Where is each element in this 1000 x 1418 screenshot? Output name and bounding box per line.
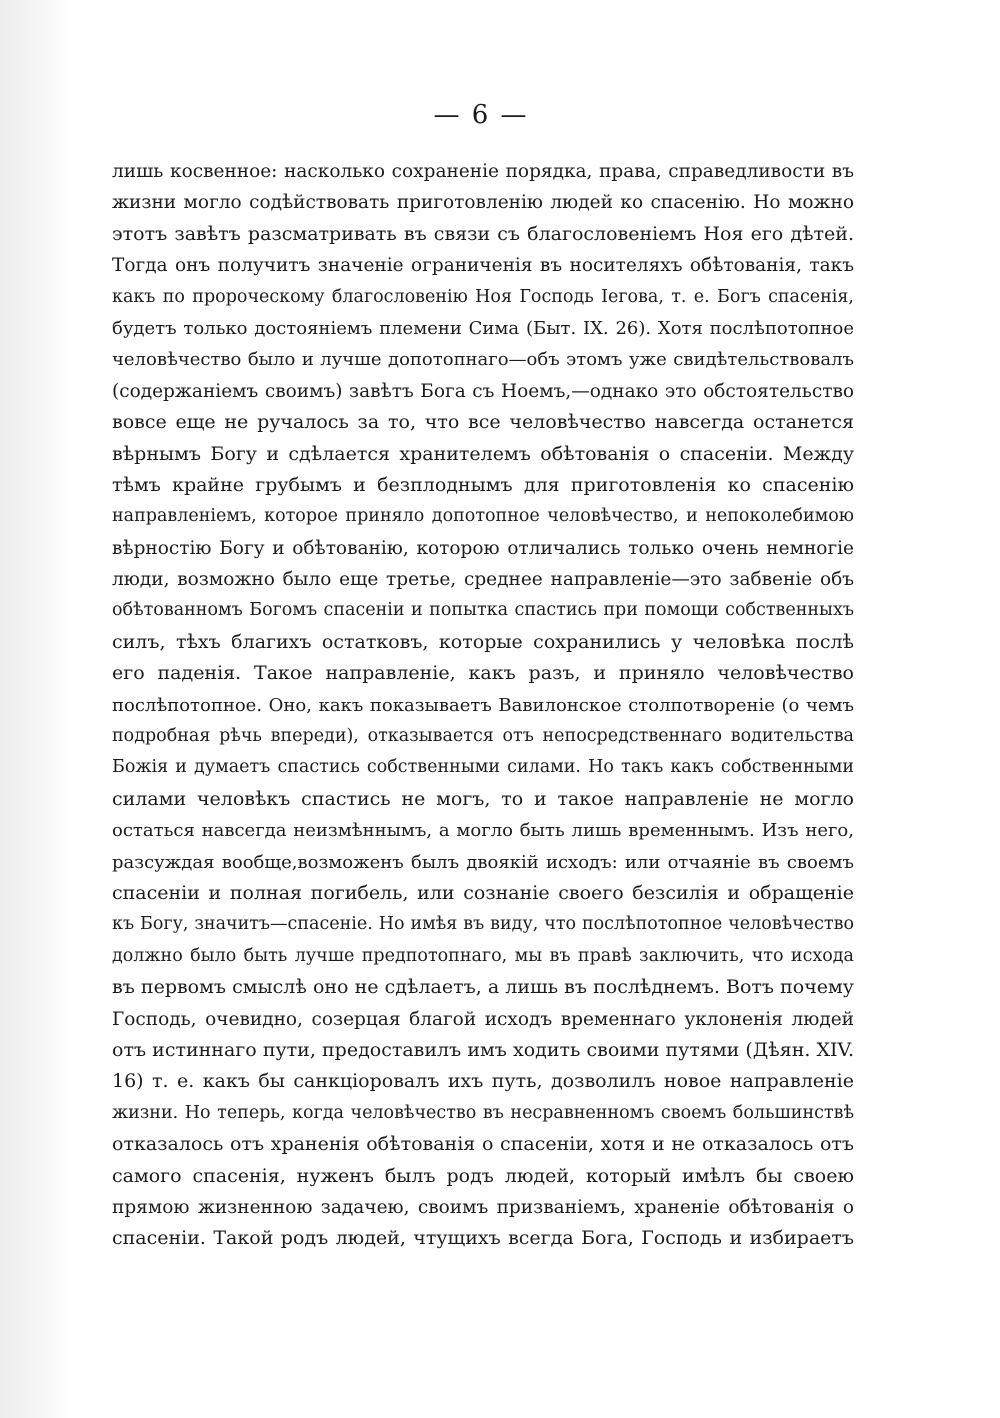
body-text — [112, 156, 854, 1255]
text-line: отказалось отъ храненія обѣтованія о спасеніи, хотя и не отказалось отъ — [112, 1133, 854, 1156]
text-line: 16) т. е. какъ бы санкціоровалъ ихъ путь, дозволилъ новое направленіе — [112, 1070, 854, 1093]
text-line: обѣтованномъ Богомъ спасеніи и попытка спастись при помощи собственныхъ — [112, 600, 854, 621]
text-line: разсуждая вообще,возможенъ былъ двоякій исходъ: или отчаяніе въ своемъ — [112, 851, 854, 873]
text-line: послѣпотопное. Оно, какъ показываетъ Вавилонское столпотвореніе (о чемъ — [112, 694, 854, 716]
text-line: его паденія. Такое направленіе, какъ разъ, и приняло человѣчество — [112, 662, 854, 685]
text-line: человѣчество было и лучше допотопнаго—объ этомъ уже свидѣтельствовалъ — [112, 349, 854, 371]
text-line: (содержаніемъ своимъ) завѣтъ Бога съ Ноемъ,—однако это обстоятельство — [112, 380, 854, 402]
text-line: спасеніи. Такой родъ людей, чтущихъ всегда Бога, Господь и избираетъ — [112, 1227, 854, 1250]
text-line: направленіемъ, которое приняло допотопное человѣчество, и непоколебимою — [112, 506, 854, 527]
text-line: жизни могло содѣйствовать приготовленію людей ко спасенію. Но можно — [112, 192, 854, 214]
text-line: лишь косвенное: насколько сохраненіе порядка, права, справедливости въ — [112, 161, 854, 182]
text-line: будетъ только достояніемъ племени Сима (Быт. IX. 26). Хотя послѣпотопное — [112, 317, 854, 339]
text-line: въ первомъ смыслѣ оно не сдѣлаетъ, а лишь въ послѣднемъ. Вотъ почему — [112, 976, 854, 999]
text-line: люди, возможно было еще третье, среднее направленіе—это забвеніе объ — [112, 569, 854, 591]
text-line: спасеніи и полная погибель, или сознаніе своего безсилія и обращеніе — [112, 881, 854, 904]
text-line: остаться навсегда неизмѣннымъ, а могло быть лишь временнымъ. Изъ него, — [112, 820, 854, 842]
page-number: — 6 — — [433, 100, 529, 130]
text-line: отъ истиннаго пути, предоставилъ имъ ходить своими путями (Дѣян. XIV. — [112, 1038, 854, 1061]
text-line: должно было быть лучше предпотопнаго, мы въ правѣ заключить, что исхода — [112, 945, 854, 966]
text-line: прямою жизненною задачею, своимъ призваніемъ, храненіе обѣтованія о — [112, 1196, 854, 1218]
text-line: Господь, очевидно, созерцая благой исходъ временнаго уклоненія людей — [112, 1008, 854, 1030]
text-line: жизни. Но теперь, когда человѣчество въ несравненномъ своемъ большинствѣ — [112, 1102, 854, 1123]
text-line: Божія и думаетъ спастись собственными силами. Но такъ какъ собственными — [112, 757, 854, 778]
text-line: Тогда онъ получитъ значеніе ограниченія въ носителяхъ обѣтованія, такъ — [112, 255, 854, 277]
text-line: какъ по пророческому благословенію Ноя Господь Іегова, т. е. Богъ спасенія, — [112, 286, 854, 307]
text-line: вовсе еще не ручалось за то, что все человѣчество навсегда останется — [112, 411, 854, 434]
text-line: силами человѣкъ спастись не могъ, то и такое направленіе не могло — [112, 787, 854, 810]
text-line: къ Богу, значитъ—спасеніе. Но имѣя въ виду, что послѣпотопное человѣчество — [112, 914, 854, 935]
text-line: вѣрнымъ Богу и сдѣлается хранителемъ обѣтованія о спасеніи. Между — [112, 442, 854, 465]
text-line: самого спасенія, нуженъ былъ родъ людей, который имѣлъ бы своею — [112, 1164, 854, 1187]
text-line: этотъ завѣтъ разсматривать въ связи съ благословеніемъ Ноя его дѣтей. — [112, 222, 854, 245]
text-line: подробная рѣчь впереди), отказывается отъ непосредственнаго водительства — [112, 726, 854, 747]
text-line: силъ, тѣхъ благихъ остатковъ, которые сохранились у человѣка послѣ — [112, 630, 854, 653]
text-line: вѣрностію Богу и обѣтованію, которою отличались только очень немногіе — [112, 537, 854, 559]
scan-margin-shadow — [0, 0, 70, 1418]
text-line: тѣмъ крайне грубымъ и безплоднымъ для приготовленія ко спасенію — [112, 473, 854, 496]
